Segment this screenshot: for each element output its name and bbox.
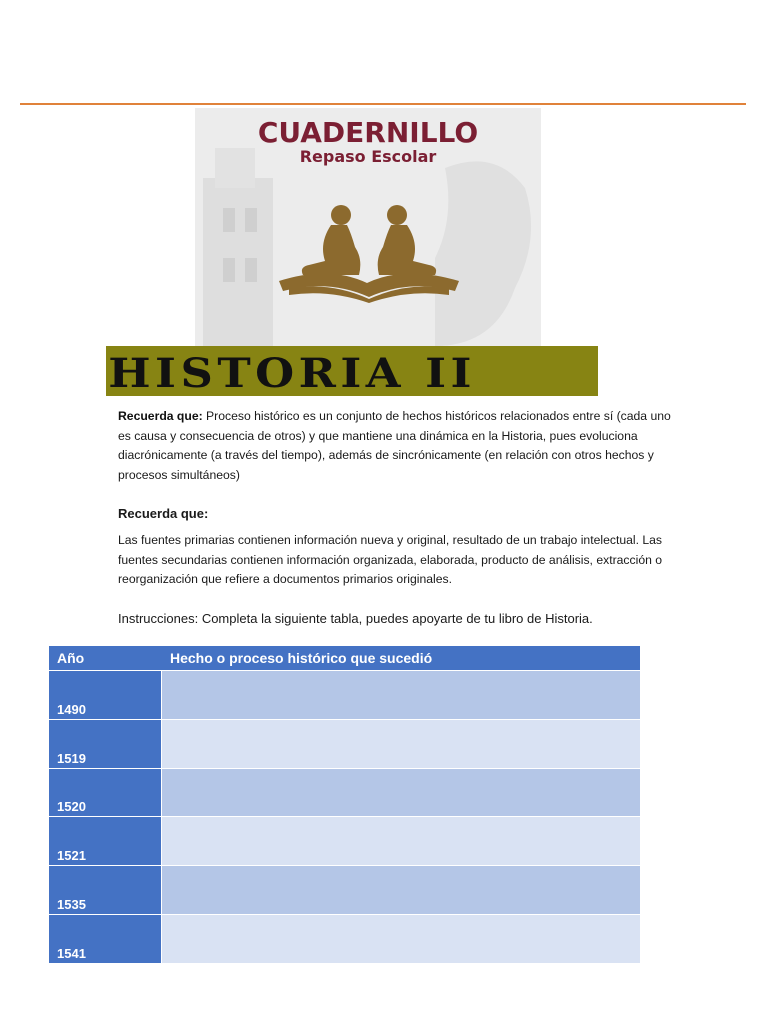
- table-row: [49, 914, 640, 963]
- event-cell[interactable]: [162, 915, 640, 963]
- cover-image: [195, 108, 541, 346]
- year-cell: 1490: [49, 671, 162, 719]
- table-row: [49, 719, 640, 768]
- history-table: [49, 646, 640, 963]
- subject-banner: [106, 346, 598, 396]
- event-cell[interactable]: [162, 671, 640, 719]
- table-header: [49, 646, 640, 670]
- reminder-process-paragraph: [118, 407, 678, 485]
- subject-title: HISTORIA II: [108, 350, 476, 396]
- year-cell: 1521: [49, 817, 162, 865]
- header-year: Año: [57, 650, 85, 666]
- table-row: [49, 670, 640, 719]
- table-row: [49, 816, 640, 865]
- reminder-process-text: Proceso histórico es un conjunto de hechos históricos relacionados entre sí (cada uno es causa y consecuencia de otros) y que mantiene una dinámica en la Historia, pues evoluciona diacrónicamente (a través del tiempo), además de sincrónicamente (en relación con otros hechos y procesos simultáneos): [118, 409, 671, 482]
- reminder-sources-label: Recuerda que:: [118, 506, 209, 521]
- reminder-label: Recuerda que:: [118, 409, 203, 423]
- sources-paragraph: Las fuentes primarias contienen información nueva y original, resultado de un trabajo intelectual. Las fuentes secundarias contienen información organizada, elaborada, producto de análisis, extracción o reorganización que refiere a documentos primarios originales.: [118, 533, 663, 586]
- year-cell: 1519: [49, 720, 162, 768]
- table-row: [49, 768, 640, 817]
- cover-subtitle: Repaso Escolar: [299, 147, 437, 166]
- year-cell: 1520: [49, 769, 162, 817]
- top-divider-rule: [20, 103, 746, 105]
- event-cell[interactable]: [162, 817, 640, 865]
- instructions-text: Instrucciones: Completa la siguiente tabla, puedes apoyarte de tu libro de Historia.: [118, 611, 593, 626]
- header-event: Hecho o proceso histórico que sucedió: [170, 650, 433, 666]
- event-cell[interactable]: [162, 769, 640, 817]
- cover-title: CUADERNILLO: [257, 116, 479, 149]
- table-row: [49, 865, 640, 914]
- year-cell: 1541: [49, 915, 162, 963]
- event-cell[interactable]: [162, 720, 640, 768]
- children-reading-book-icon: [269, 203, 469, 303]
- event-cell[interactable]: [162, 866, 640, 914]
- year-cell: 1535: [49, 866, 162, 914]
